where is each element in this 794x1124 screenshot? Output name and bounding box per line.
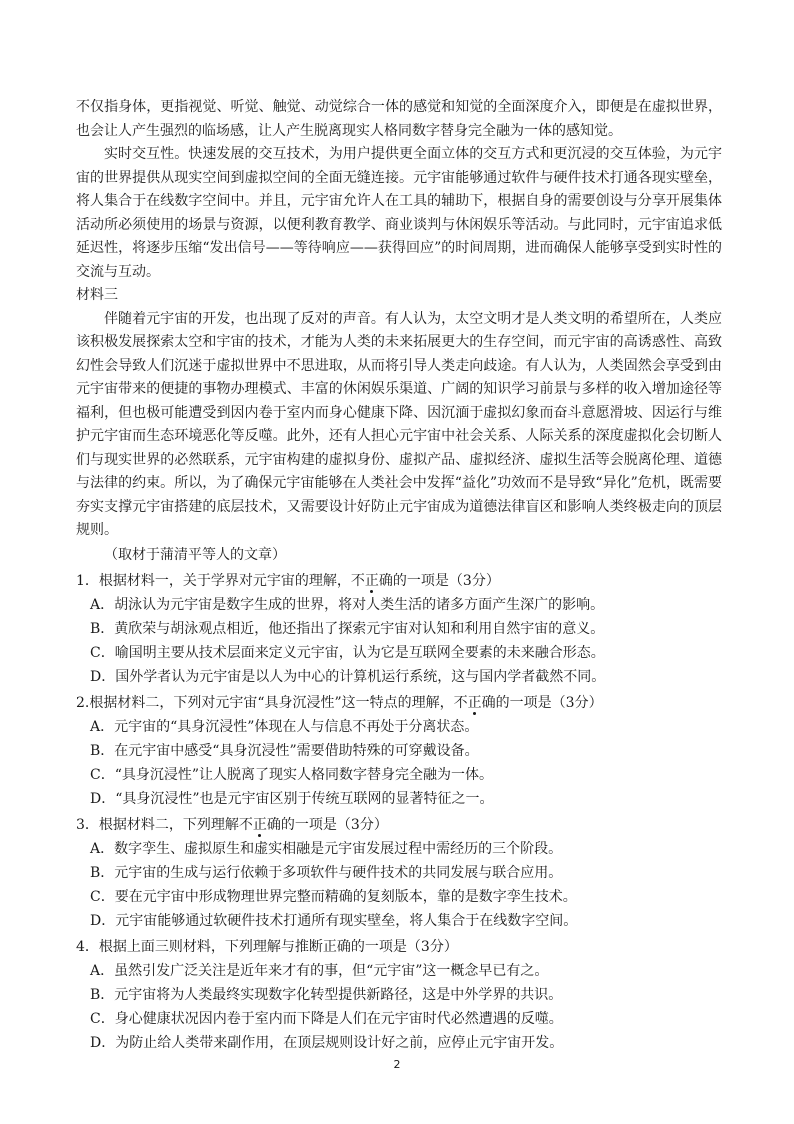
option-a: A．胡泳认为元宇宙是数字生成的世界，将对人类生活的诸多方面产生深广的影响。 — [90, 596, 605, 613]
source-citation: （取材于蒲清平等人的文章） — [104, 546, 286, 563]
emphasis-text: 不正确 — [238, 816, 281, 833]
question-stem: 4．根据上面三则材料，下列理解与推断正确的一项是（3分） — [76, 938, 458, 955]
option-c: C．喻国明主要从技术层面来定义元宇宙，认为它是互联网全要素的未来融合形态。 — [90, 644, 605, 661]
question-4 — [76, 935, 722, 1055]
option-b: B．元宇宙将为人类最终实现数字化转型提供新路径，这是中外学界的共识。 — [90, 986, 563, 1003]
option-d: D．为防止给人类带来副作用，在顶层规则设计好之前，应停止元宇宙开发。 — [90, 1034, 564, 1051]
option-c: C．“具身沉浸性”让人脱离了现实人格同数字替身完全融为一体。 — [90, 766, 494, 783]
emphasis-text: 不正确 — [453, 694, 496, 711]
question-1 — [76, 569, 722, 689]
option-a: A．数字孪生、虚拟原生和虚实相融是元宇宙发展过程中需经历的三个阶段。 — [90, 840, 563, 857]
question-3 — [76, 813, 722, 933]
option-d: D．国外学者认为元宇宙是以人为中心的计算机运行系统，这与国内学者截然不同。 — [90, 668, 606, 685]
passage-paragraph: 伴随着元宇宙的开发，也出现了反对的声音。有人认为，太空文明才是人类文明的希望所在，人类应该积极发展探索太空和宇宙的技术，才能为人类的未来拓展更大的生存空间，而元宇宙的高诱惑性、高致幻性会导致人们沉迷于虚拟世界中不思进取，从而将引导人类走向歧途。有人认为，人类固然会享受到由元宇宙带来的便捷的事物办理模式、丰富的休闲娱乐渠道、广阔的知识学习前景与多样的收入增加途径等福利，但也极可能遭受到因内卷于室内而身心健康下降、因沉湎于虚拟幻象而奋斗意愿滑坡、因运行与维护元宇宙而生态环境恶化等反噬。此外，还有人担心元宇宙中社会关系、人际关系的深度虚拟化会切断人们与现实世界的必然联系，元宇宙构建的虚拟身份、虚拟产品、虚拟经济、虚拟生活等会脱离伦理、道德与法律的约束。所以，为了确保元宇宙能够在人类社会中发挥“益化”功效而不是导致“异化”危机，既需要夯实支撑元宇宙搭建的底层技术，又需要设计好防止元宇宙成为道德法律盲区和影响人类终极走向的顶层规则。 — [76, 310, 722, 538]
option-b: B．在元宇宙中感受“具身沉浸性”需要借助特殊的可穿戴设备。 — [90, 742, 479, 759]
option-a: A．元宇宙的“具身沉浸性”体现在人与信息不再处于分离状态。 — [90, 718, 479, 735]
page-content — [76, 96, 722, 1055]
passage-paragraph: 不仅指身体，更指视觉、听觉、触觉、动觉综合一体的感觉和知觉的全面深度介入，即便是在虚拟世界，也会让人产生强烈的临场感，让人产生脱离现实人格同数字替身完全融为一体的感知觉。 — [76, 99, 722, 139]
option-c: C．身心健康状况因内卷于室内而下降是人们在元宇宙时代必然遭遇的反噬。 — [90, 1010, 563, 1027]
question-stem: 3．根据材料二，下列理解不正确的一项是（3分） — [76, 816, 388, 833]
emphasis-text: 不正确 — [350, 572, 393, 589]
passage-paragraph: 实时交互性。快速发展的交互技术，为用户提供更全面立体的交互方式和更沉浸的交互体验，为元宇宙的世界提供从现实空间到虚拟空间的全面无缝连接。元宇宙能够通过软件与硬件技术打通各现实壁垒，将人集合于在线数字空间中。并且，元宇宙允许人在工具的辅助下，根据自身的需要创设与分享开展集体活动所必须使用的场景与资源，以便利教育教学、商业谈判与休闲娱乐等活动。与此同时，元宇宙追求低延迟性，将逐步压缩“发出信号——等待响应——获得回应”的时间周期，进而确保人能够享受到实时性的交流与互动。 — [76, 146, 722, 280]
page-number: 2 — [393, 1058, 401, 1071]
material-heading: 材料三 — [76, 287, 118, 303]
question-stem: 1．根据材料一，关于学界对元宇宙的理解，不正确的一项是（3分） — [76, 572, 500, 589]
option-d: D．元宇宙能够通过软硬件技术打通所有现实壁垒，将人集合于在线数字空间。 — [90, 912, 578, 929]
option-b: B．元宇宙的生成与运行依赖于多项软件与硬件技术的共同发展与联合应用。 — [90, 864, 563, 881]
option-a: A．虽然引发广泛关注是近年来才有的事，但“元宇宙”这一概念早已有之。 — [90, 962, 549, 979]
question-2 — [76, 691, 722, 811]
option-b: B．黄欣荣与胡泳观点相近，他还指出了探索元宇宙对认知和利用自然宇宙的意义。 — [90, 620, 605, 637]
question-stem: 2.根据材料二，下列对元宇宙“具身沉浸性”这一特点的理解，不正确的一项是（3分） — [76, 694, 603, 711]
option-d: D．“具身沉浸性”也是元宇宙区别于传统互联网的显著特征之一。 — [90, 790, 494, 807]
option-c: C．要在元宇宙中形成物理世界完整而精确的复刻版本，靠的是数字孪生技术。 — [90, 888, 577, 905]
